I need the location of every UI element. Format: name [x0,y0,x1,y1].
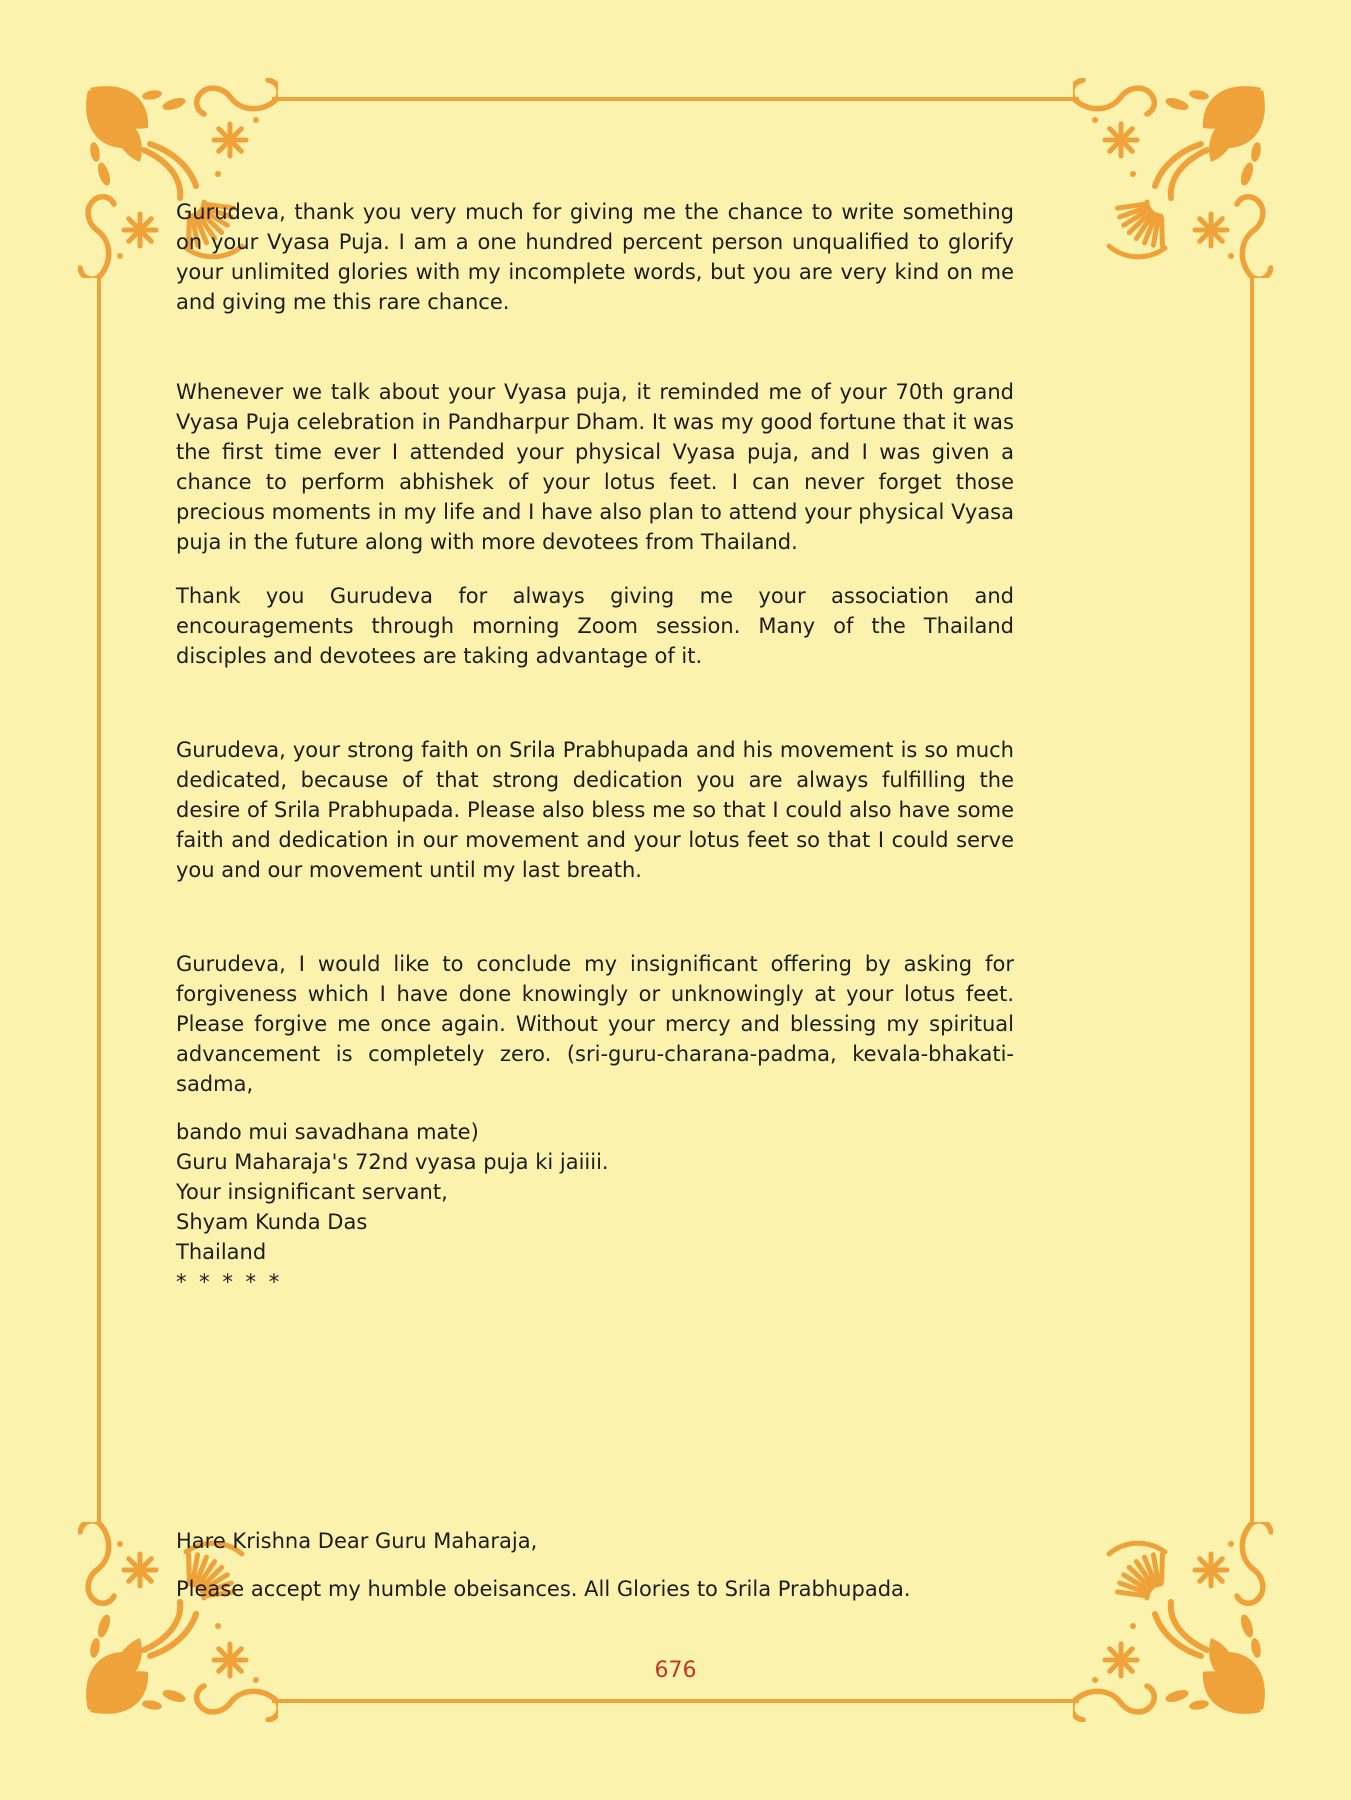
next-offering-start [176,1526,1014,1604]
letter-paragraph: Whenever we talk about your Vyasa puja, it reminded me of your 70th grand Vyasa Puja celebration in Pandharpur Dham. It was my good fortune that it was the first time ever I attended your physical Vyasa puja, and I was given a chance to perform abhishek of your lotus feet. I can never forget those precious moments in my life and I have also plan to attend your physical Vyasa puja in the future along with more devotees from Thailand. [176,380,1014,554]
letter-body [176,197,1014,1297]
section-separator: * * * * * [176,1270,283,1294]
border-line-bottom [272,1699,1079,1703]
letter-paragraph: Gurudeva, I would like to conclude my insignificant offering by asking for forgiveness which I have done knowingly or unknowingly at your lotus feet. Please forgive me once again. Without your mercy and blessing my spiritual advancement is completely zero. (sri-guru-charana-padma, kevala-bhakati-sadma, [176,952,1014,1096]
border-line-left [97,278,101,1522]
corner-ornament-bottom-right-icon [1073,1522,1273,1722]
letter-paragraph: Gurudeva, your strong faith on Srila Prabhupada and his movement is so much dedicated, because of that strong dedication you are always fulfilling the desire of Srila Prabhupada. Please also bless me so that I could also have some faith and dedication in our movement and your lotus feet so that I could serve you and our movement until my last breath. [176,738,1014,882]
border-line-top [272,97,1079,101]
signature-location: Thailand [176,1240,267,1264]
letter-paragraph: Thank you Gurudeva for always giving me your association and encouragements through morning Zoom session. Many of the Thailand disciples and devotees are taking advantage of it. [176,584,1014,668]
jaya-line: Guru Maharaja's 72nd vyasa puja ki jaiiii. [176,1150,609,1174]
obeisances-line: Please accept my humble obeisances. All Glories to Srila Prabhupada. [176,1577,911,1601]
corner-ornament-top-right-icon [1073,78,1273,278]
letter-paragraph: Gurudeva, thank you very much for giving me the chance to write something on your Vyasa Puja. I am a one hundred percent person unqualified to glorify your unlimited glories with my incomplete words, but you are very kind on me and giving me this rare chance. [176,200,1014,314]
signature-closing: Your insignificant servant, [176,1180,448,1204]
salutation-line: Hare Krishna Dear Guru Maharaja, [176,1529,538,1553]
border-line-right [1250,278,1254,1522]
page-number: 676 [654,1658,697,1683]
verse-line: bando mui savadhana mate) [176,1120,479,1144]
signature-name: Shyam Kunda Das [176,1210,368,1234]
